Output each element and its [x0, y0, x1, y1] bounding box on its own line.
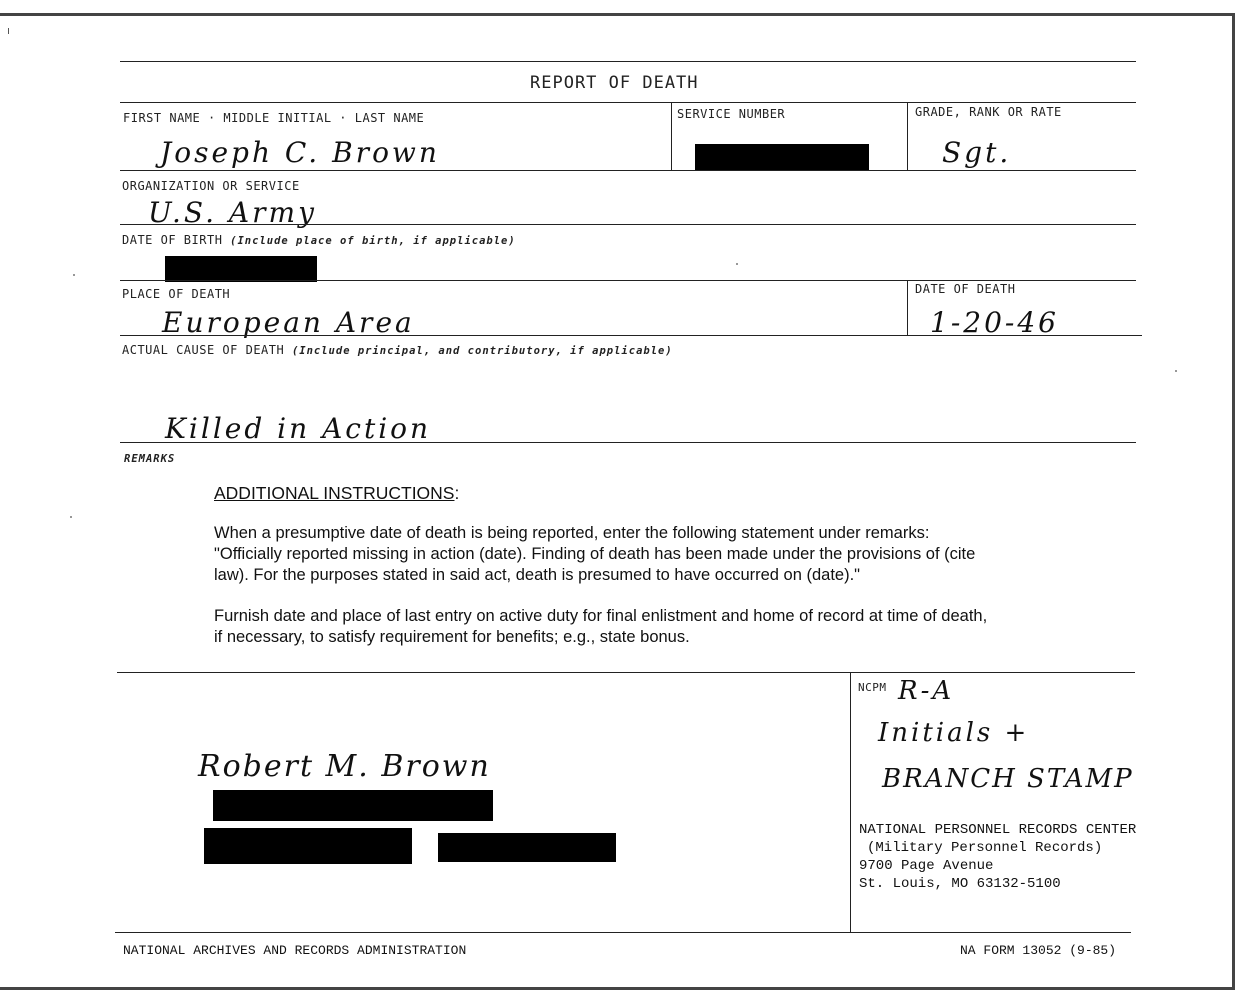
redacted-state-zip: [438, 833, 616, 862]
instruction-line: Furnish date and place of last entry on active duty for final enlistment and home of record at time of death,: [214, 607, 988, 625]
footer-form-number: NA FORM 13052 (9-85): [960, 943, 1117, 958]
instructions-paragraph-2: [214, 606, 1094, 648]
stamp-handwritten-initials: Initials +: [878, 718, 1030, 748]
redacted-dob: [165, 256, 317, 282]
instruction-line: law). For the purposes stated in said act, death is presumed to have occurred on (date).": [214, 566, 861, 584]
name-value: Joseph C. Brown: [160, 136, 440, 169]
ncpm-label: NCPM: [858, 681, 887, 694]
section-rule: [117, 672, 1135, 673]
instructions-heading: [214, 483, 459, 504]
title-rule: [120, 102, 1136, 103]
divider: [907, 102, 908, 170]
grade-label: GRADE, RANK OR RATE: [915, 105, 1062, 119]
redacted-service-number: [695, 144, 869, 171]
divider: [907, 280, 908, 335]
instructions-heading-colon: :: [454, 483, 460, 503]
divider: [850, 672, 851, 932]
scan-speck: [70, 516, 72, 518]
scan-speck: [736, 263, 738, 265]
remarks-label: REMARKS: [124, 453, 176, 465]
instruction-line: When a presumptive date of death is being reported, enter the following statement under remarks:: [214, 524, 930, 542]
stamp-address: [859, 821, 1136, 893]
address-line: St. Louis, MO 63132-5100: [859, 876, 1061, 892]
row-rule: [120, 224, 1136, 225]
service-number-label: SERVICE NUMBER: [677, 107, 786, 121]
date-of-death-value: 1-20-46: [930, 306, 1059, 339]
row-rule: [120, 442, 1136, 443]
place-of-death-value: European Area: [162, 306, 415, 339]
divider: [671, 102, 672, 170]
instructions-paragraph-1: [214, 523, 1094, 586]
row-rule: [120, 335, 1142, 336]
organization-label: ORGANIZATION OR SERVICE: [122, 179, 300, 193]
form-page: [0, 13, 1235, 990]
grade-value: Sgt.: [942, 136, 1012, 169]
cause-note: (Include principal, and contributory, if applicable): [291, 345, 673, 357]
cause-label-text: ACTUAL CAUSE OF DEATH: [122, 343, 285, 357]
row-rule: [120, 280, 1136, 281]
instructions-heading-text: ADDITIONAL INSTRUCTIONS: [214, 483, 455, 503]
organization-value: U.S. Army: [148, 196, 317, 229]
scan-speck: [73, 274, 75, 276]
footer-agency: NATIONAL ARCHIVES AND RECORDS ADMINISTRATION: [123, 943, 467, 958]
cause-label: [122, 343, 673, 357]
scan-speck: [1175, 370, 1177, 372]
dob-label-text: DATE OF BIRTH: [122, 233, 223, 247]
address-line: NATIONAL PERSONNEL RECORDS CENTER: [859, 822, 1137, 838]
dob-label: [122, 233, 516, 247]
top-rule: [120, 61, 1136, 62]
cause-value: Killed in Action: [165, 412, 432, 445]
place-of-death-label: PLACE OF DEATH: [122, 287, 231, 301]
address-line: 9700 Page Avenue: [859, 858, 994, 874]
address-line: (Military Personnel Records): [867, 840, 1103, 856]
scan-mark: [8, 28, 9, 34]
instruction-line: if necessary, to satisfy requirement for benefits; e.g., state bonus.: [214, 628, 690, 646]
footer-rule: [115, 932, 1131, 933]
stamp-handwritten-branch: BRANCH STAMP: [882, 764, 1134, 794]
dob-note: (Include place of birth, if applicable): [230, 235, 516, 247]
date-of-death-label: DATE OF DEATH: [915, 282, 1016, 296]
stamp-handwritten-ra: R-A: [898, 676, 955, 706]
name-label: FIRST NAME · MIDDLE INITIAL · LAST NAME: [123, 111, 425, 125]
instruction-line: "Officially reported missing in action (date). Finding of death has been made under the provisions of (cite: [214, 545, 976, 563]
signature: Robert M. Brown: [198, 749, 491, 784]
row-rule: [120, 170, 1136, 171]
redacted-city: [204, 828, 412, 864]
redacted-address-line: [213, 790, 493, 821]
form-title: REPORT OF DEATH: [530, 73, 699, 93]
